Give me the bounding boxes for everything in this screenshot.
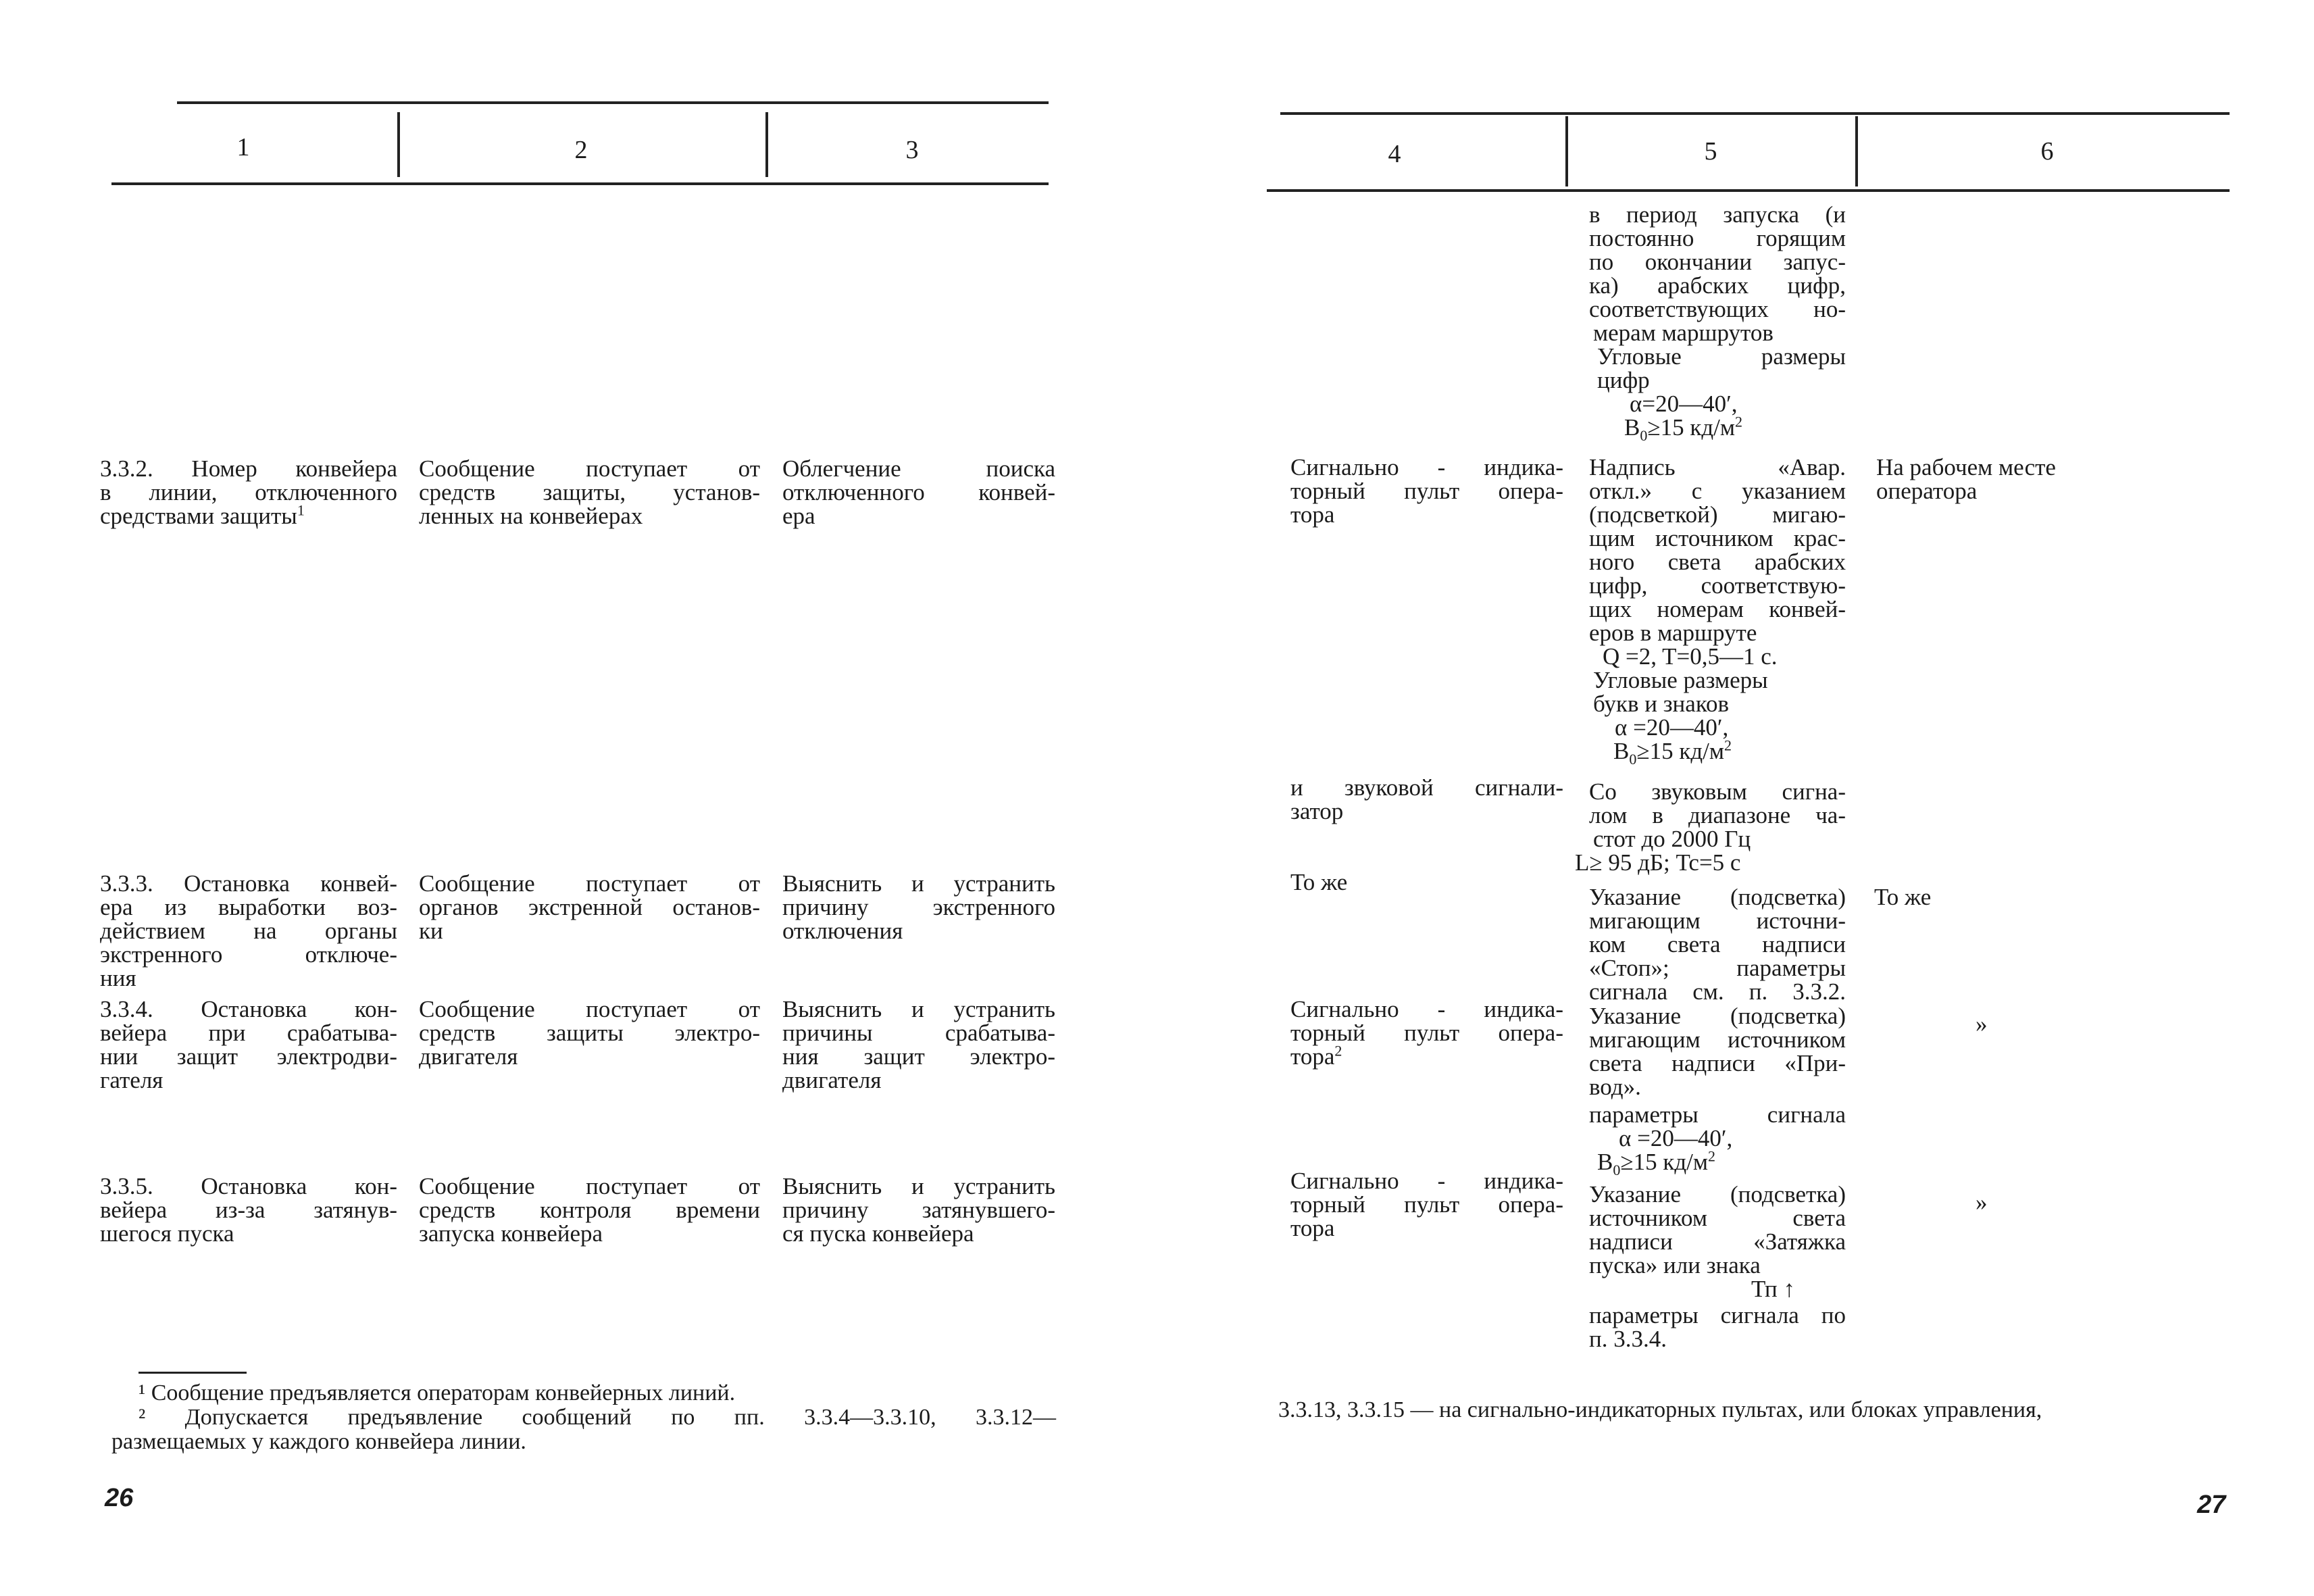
table-header-top-rule: [177, 101, 1049, 104]
row-333-col3: Выяснить и устранить причину экстренного отключения: [782, 870, 1055, 944]
header-divider: [1855, 116, 1858, 186]
row-a-col6: На рабочем месте оператора: [1876, 454, 2056, 504]
footnote-marker-1: 1: [297, 501, 305, 519]
qt-formula: Q =2, T=0,5—1 с.: [1603, 643, 1778, 670]
row-b-col4: и звуковой сигнали- затор: [1290, 774, 1563, 824]
footnotes: [111, 1381, 1056, 1454]
row-335-col3: Выяснить и устранить причину затянувшего- ся пуска конвейера: [782, 1173, 1055, 1247]
row-b-col5: Со звуковым сигна- лом в диапазоне ча- стот до 2000 Гц: [1589, 778, 1846, 852]
angle-formula: α =20—40′,: [1615, 714, 1729, 741]
row-d-col6: »: [1976, 1011, 1988, 1037]
angle-formula: α=20—40′,: [1630, 391, 1738, 417]
row-c-col4: То же: [1290, 869, 1348, 895]
continuation-text: 3.3.13, 3.3.15 — на сигнально-индикаторных пультах, или блоках управления,: [1278, 1397, 2042, 1422]
tp-sign: Тп ↑: [1751, 1276, 1796, 1302]
row-334-col3: Выяснить и устранить причины срабатыва- ния защит электро- двигателя: [782, 996, 1055, 1093]
table-header-top-rule: [1280, 112, 2230, 115]
row-333-col2: Сообщение поступает от органов экстренной останов- ки: [419, 870, 760, 944]
row-334-col1: 3.3.4. Остановка кон- вейера при срабатыва- нии защит электродви- гателя: [100, 996, 397, 1093]
column-number-4: 4: [1388, 140, 1401, 168]
luminance-formula: $B_0\ge 15$ $кд/м^2$: [1597, 1147, 1716, 1178]
page-number-left: 26: [105, 1484, 134, 1512]
footnote-2-cont: размещаемых у каждого конвейера линии.: [111, 1429, 526, 1454]
row-d-col4: Сигнально - индика- торный пульт опера- тора$^2$: [1290, 996, 1563, 1070]
continued-col5: в период запуска (и постоянно горящим по окончании запус- ка) арабских цифр, соответствующих но- мерам маршрутов Угловые размеры цифр α=20—40′, $B_0\ge 15$ $кд/м^2$: [1589, 201, 1846, 444]
row-335-col2: Сообщение поступает от средств контроля времени запуска конвейера: [419, 1173, 760, 1247]
row-334-col2: Сообщение поступает от средств защиты электро- двигателя: [419, 996, 760, 1070]
row-e-col5: Указание (подсветка) источником света надписи «Затяжка пуска» или знака Тп ↑ параметры сигнала по п. 3.3.4.: [1589, 1181, 1846, 1352]
row-332-col1: 3.3.2. Номер конвейера в линии, отключенного средствами защиты$^1$: [100, 455, 397, 529]
header-divider: [397, 112, 400, 177]
table-header-bottom-rule: [111, 182, 1049, 185]
luminance-formula: $B_0\ge 15$ $кд/м^2$: [1624, 413, 1743, 444]
footnote-1: ¹ Сообщение предъявляется операторам конвейерных линий.: [139, 1380, 736, 1405]
row-c-col5: Указание (подсветка) мигающим источни- ком света надписи «Стоп»; параметры сигнала см. п. 3.3.2.: [1589, 884, 1846, 1005]
table-header-bottom-rule: [1267, 189, 2230, 192]
column-number-1: 1: [236, 133, 250, 161]
row-a-col4: Сигнально - индика- торный пульт опера- тора: [1290, 454, 1563, 528]
column-number-6: 6: [2040, 137, 2054, 166]
footnote-rule: [139, 1372, 247, 1374]
row-333-col1: 3.3.3. Остановка конвей- ера из выработки воз- действием на органы экстренного отключе- ния: [100, 870, 397, 991]
column-number-5: 5: [1704, 137, 1717, 166]
column-number-3: 3: [905, 136, 919, 164]
row-d-col5: Указание (подсветка) мигающим источником света надписи «При- вод». параметры сигнала α =20—40′, $B_0\ge 15$ $кд/м^2$: [1589, 1003, 1846, 1178]
row-c-col6: То же: [1874, 884, 1932, 910]
row-335-col1: 3.3.5. Остановка кон- вейера из-за затянув- шегося пуска: [100, 1173, 397, 1247]
row-e-col4: Сигнально - индика- торный пульт опера- тора: [1290, 1168, 1563, 1241]
row-332-col3: Облегчение поиска отключенного конвей- ера: [782, 455, 1055, 529]
angle-formula: α =20—40′,: [1619, 1125, 1733, 1151]
row-e-col6: »: [1976, 1189, 1988, 1216]
luminance-formula: $B_0\ge 15$ $кд/м^2$: [1613, 737, 1732, 768]
page-number-right: 27: [2197, 1491, 2226, 1519]
header-divider: [765, 112, 768, 177]
footnote-marker-2: 2: [1334, 1042, 1342, 1059]
right-page: [1157, 0, 2314, 1596]
header-divider: [1565, 116, 1568, 186]
footnote-2: ² Допускается предъявление сообщений по пп. 3.3.4—3.3.10, 3.3.12—: [139, 1405, 1056, 1430]
column-number-2: 2: [574, 136, 588, 164]
row-a-col5: Надпись «Авар. откл.» с указанием (подсветкой) мигаю- щим источником крас- ного света арабских цифр, соответствую- щих номерам конвей- еров в маршруте Q =2, T=0,5—1 с. Угловые размеры букв и знаков α =20—40′, $B_0\ge 15$ $кд/м^2$: [1589, 454, 1846, 768]
row-b-l-formula: L≥ 95 дБ; Tc=5 с: [1575, 849, 1741, 876]
row-332-col2: Сообщение поступает от средств защиты, установ- ленных на конвейерах: [419, 455, 760, 529]
